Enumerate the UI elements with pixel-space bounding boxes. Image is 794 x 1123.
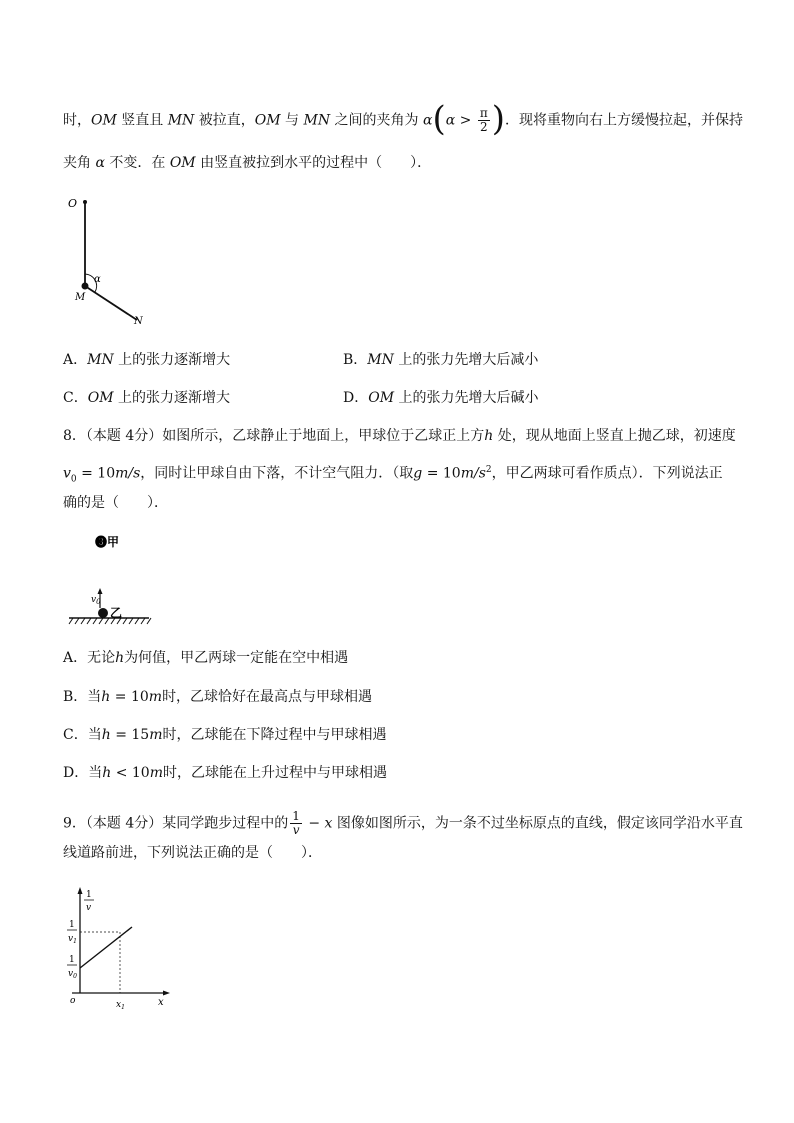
unit: m xyxy=(149,765,163,781)
ball-yi xyxy=(98,608,108,618)
text: 不变．在 xyxy=(104,155,170,171)
var-g: g xyxy=(413,465,423,482)
var-om: OM xyxy=(254,112,281,129)
numerator: π xyxy=(479,106,488,120)
option-text: 上的张力先增大后碱小 xyxy=(394,390,539,406)
var-alpha: α xyxy=(422,112,433,129)
var-om: OM xyxy=(91,112,117,129)
var-alpha: α xyxy=(445,112,456,129)
var-mn: MN xyxy=(303,112,331,129)
text: 与 xyxy=(280,112,304,129)
option-text: 上的张力逐渐增大 xyxy=(113,390,230,406)
text: 由竖直被拉到水平的过程中（ ）． xyxy=(195,155,432,171)
q8-option-c[interactable] xyxy=(63,725,386,745)
label-jia: ❸甲 xyxy=(95,535,120,549)
text: 被拉直， xyxy=(194,112,255,129)
text: = 10 xyxy=(76,465,116,482)
text: 处，现从地面上竖直上抛乙球，初速度 xyxy=(493,428,736,444)
y-label-num: 1 xyxy=(86,890,92,900)
option-text: 上的张力逐渐增大 xyxy=(113,352,231,368)
label-v0: $v_0$ xyxy=(91,595,101,606)
x-label: x xyxy=(158,997,164,1008)
q9-figure xyxy=(62,885,178,1017)
var-x: x xyxy=(324,815,333,832)
tick-0-num: 1 xyxy=(69,955,75,965)
text: A．无论 xyxy=(63,650,116,666)
var-alpha: α xyxy=(95,155,105,171)
text: D．当 xyxy=(63,765,103,781)
text: 时，乙球能在下降过程中与甲球相遇 xyxy=(162,727,387,743)
label-o: O xyxy=(68,197,78,210)
text: ，同时让甲球自由下落，不计空气阻力．（取 xyxy=(140,465,414,482)
text: 时， xyxy=(63,112,91,129)
text: 图像如图所示，为一条不过坐标原点的直线，假定该同学沿水平直 xyxy=(332,815,743,832)
q8-option-a[interactable] xyxy=(63,648,348,668)
tick-v1: $v_1$ xyxy=(68,934,77,945)
var: MN xyxy=(367,352,394,368)
option-letter: B． xyxy=(343,352,368,368)
option-letter: A． xyxy=(63,352,88,368)
origin-label: o xyxy=(70,996,76,1006)
superscript: 2 xyxy=(485,465,492,475)
var-h: h xyxy=(484,428,494,444)
var-v: v xyxy=(63,465,71,482)
fraction-pi-over-2 xyxy=(478,107,490,134)
q9-stem-line-2 xyxy=(63,843,322,863)
text: C．当 xyxy=(63,727,102,743)
q7-option-a[interactable] xyxy=(63,350,230,370)
tick-x1: $x_1$ xyxy=(116,1000,125,1011)
fraction-1-over-v xyxy=(290,810,302,837)
q7-option-c[interactable] xyxy=(63,388,230,408)
y-axis-arrow xyxy=(78,887,83,894)
label-yi: 乙 xyxy=(110,606,123,620)
q8-stem-line-3 xyxy=(63,493,168,513)
q7-stem-line-1 xyxy=(63,98,743,139)
text: B．当 xyxy=(63,689,102,705)
text: ．现将重物向右上方缓慢拉起，并保持 xyxy=(504,112,743,129)
unit: m xyxy=(148,689,163,705)
text: − xyxy=(303,815,325,832)
text: ，甲乙两球可看作质点）．下列说法正 xyxy=(491,465,723,482)
q7-option-d[interactable] xyxy=(343,388,539,408)
var-om: OM xyxy=(169,155,196,171)
x-axis-arrow xyxy=(163,991,170,996)
text: = 15 xyxy=(110,727,150,743)
point-o xyxy=(83,200,87,204)
weight-m xyxy=(82,283,89,290)
subscript: 0 xyxy=(70,474,77,485)
unit: m/s xyxy=(460,465,486,482)
var-h: h xyxy=(102,765,112,781)
tick-1-num: 1 xyxy=(69,920,75,930)
q7-stem-line-2 xyxy=(63,153,431,173)
option-letter: C． xyxy=(63,390,88,406)
option-letter: D． xyxy=(343,390,369,406)
text: < 10 xyxy=(111,765,150,781)
var: MN xyxy=(87,352,114,368)
text: 时，乙球恰好在最高点与甲球相遇 xyxy=(162,689,373,705)
unit: m/s xyxy=(115,465,141,482)
text: 为何值，甲乙两球一定能在空中相遇 xyxy=(124,650,349,666)
graph-line xyxy=(80,927,132,968)
text: 之间的夹角为 xyxy=(330,112,423,129)
q8-option-b[interactable] xyxy=(63,687,372,707)
q8-figure xyxy=(62,530,162,630)
text: > xyxy=(455,112,476,129)
var-mn: MN xyxy=(167,112,195,129)
denominator: 2 xyxy=(479,120,488,134)
var: OM xyxy=(87,390,114,406)
arrow-head xyxy=(98,588,103,594)
var: OM xyxy=(368,390,395,406)
text: 时，乙球能在上升过程中与甲球相遇 xyxy=(163,765,387,781)
paren-open: ( xyxy=(432,98,446,139)
tick-v0: $v_0$ xyxy=(68,969,77,980)
q8-option-d[interactable] xyxy=(63,763,387,783)
unit: m xyxy=(149,727,163,743)
rope-mn xyxy=(85,286,137,320)
paren-close: ) xyxy=(491,98,505,139)
q7-figure xyxy=(62,190,162,330)
numerator: 1 xyxy=(292,809,300,823)
text: 9．（本题 4分）某同学跑步过程中的 xyxy=(63,815,289,832)
label-n: N xyxy=(134,316,143,327)
text: 竖直且 xyxy=(116,112,168,129)
q8-stem-line-2 xyxy=(63,460,723,489)
text: 8．（本题 4分）如图所示，乙球静止于地面上，甲球位于乙球正上方 xyxy=(63,428,485,444)
var-h: h xyxy=(101,689,111,705)
label-m: M xyxy=(75,292,86,303)
text: = 10 xyxy=(422,465,461,482)
text: = 10 xyxy=(110,689,149,705)
option-text: 上的张力先增大后减小 xyxy=(393,352,539,368)
text: 确的是（ ）． xyxy=(63,495,168,511)
text: 夹角 xyxy=(63,155,96,171)
denominator: v xyxy=(292,823,300,837)
var-h: h xyxy=(115,650,125,666)
var-h: h xyxy=(101,727,111,743)
text: 线道路前进，下列说法正确的是（ ）． xyxy=(63,845,322,861)
q8-stem-line-1 xyxy=(63,426,736,446)
label-alpha: α xyxy=(94,274,101,285)
q9-stem-line-1 xyxy=(63,810,743,837)
q7-option-b[interactable] xyxy=(343,350,538,370)
y-label-den: v xyxy=(86,903,92,913)
